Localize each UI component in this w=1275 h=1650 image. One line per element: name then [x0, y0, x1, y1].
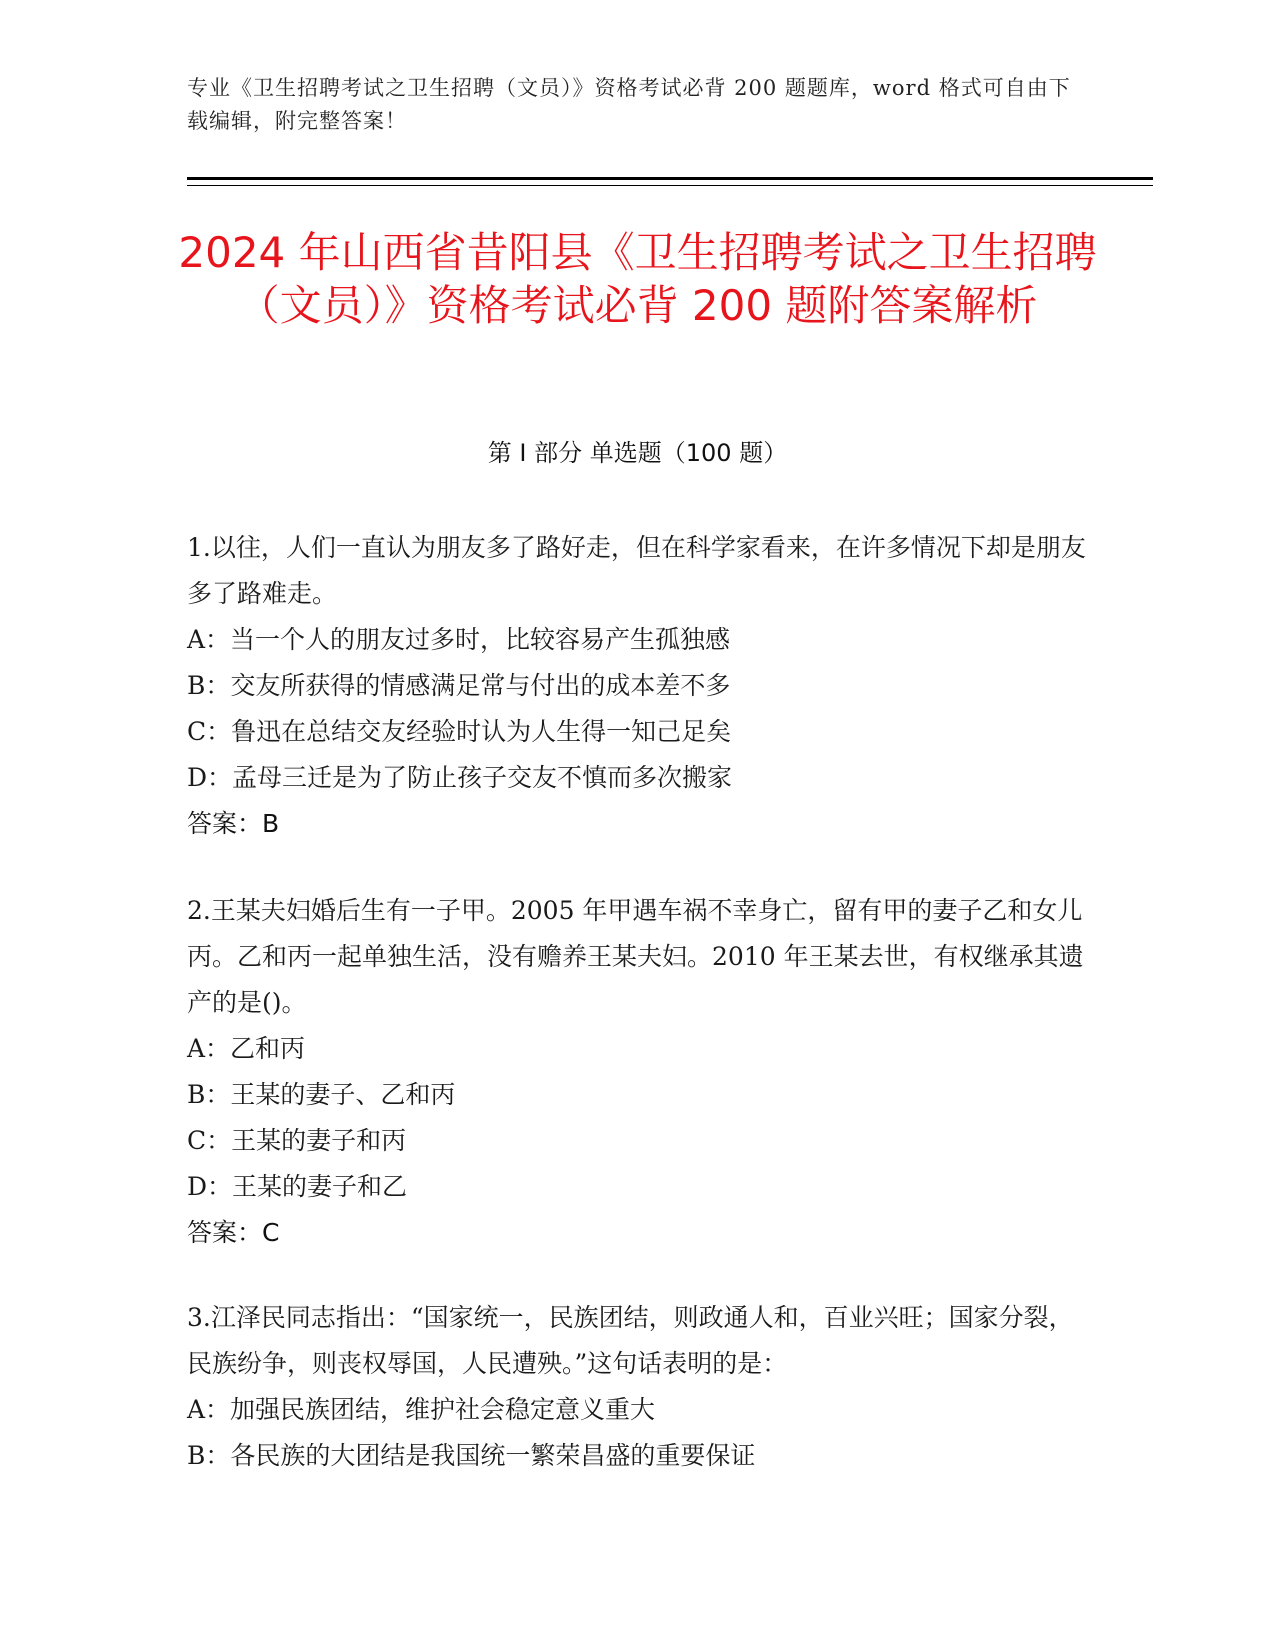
answer-label: 答案：C: [187, 1218, 280, 1247]
option-c: C：王某的妻子和丙: [187, 1126, 407, 1155]
option-b: B：各民族的大团结是我国统一繁荣昌盛的重要保证: [187, 1441, 756, 1470]
option-d: D：王某的妻子和乙: [187, 1172, 408, 1201]
document-title: 2024 年山西省昔阳县《卫生招聘考试之卫生招聘（文员）》资格考试必背 200 题附答案解析: [178, 228, 1097, 330]
option-a: A：加强民族团结，维护社会稳定意义重大: [187, 1395, 656, 1424]
option-b: B：交友所获得的情感满足常与付出的成本差不多: [187, 671, 731, 700]
question-1: [187, 525, 1087, 847]
option-d: D：孟母三迁是为了防止孩子交友不慎而多次搬家: [187, 763, 733, 792]
header-note: 专业《卫生招聘考试之卫生招聘（文员）》资格考试必背 200 题题库，word 格式可自由下载编辑，附完整答案！: [187, 76, 1071, 133]
question-stem: 2.王某夫妇婚后生有一子甲。2005 年甲遇车祸不幸身亡，留有甲的妻子乙和女儿丙。乙和丙一起单独生活，没有赡养王某夫妇。2010 年王某去世，有权继承其遗产的是()。: [187, 896, 1084, 1017]
question-3: [187, 1295, 1087, 1479]
option-b: B：王某的妻子、乙和丙: [187, 1080, 456, 1109]
option-a: A：乙和丙: [187, 1034, 306, 1063]
option-a: A：当一个人的朋友过多时，比较容易产生孤独感: [187, 625, 731, 654]
question-stem: 3.江泽民同志指出：“国家统一，民族团结，则政通人和，百业兴旺；国家分裂，民族纷争，则丧权辱国，人民遭殃。”这句话表明的是：: [187, 1303, 1074, 1378]
option-c: C：鲁迅在总结交友经验时认为人生得一知己足矣: [187, 717, 732, 746]
question-stem: 1.以往，人们一直认为朋友多了路好走，但在科学家看来，在许多情况下却是朋友多了路难走。: [187, 533, 1086, 608]
question-2: [187, 888, 1087, 1256]
section-heading: 第 I 部分 单选题（100 题）: [487, 439, 788, 467]
header-divider-thin: [187, 185, 1153, 186]
header-divider-thick: [187, 177, 1153, 180]
answer-label: 答案：B: [187, 809, 280, 838]
